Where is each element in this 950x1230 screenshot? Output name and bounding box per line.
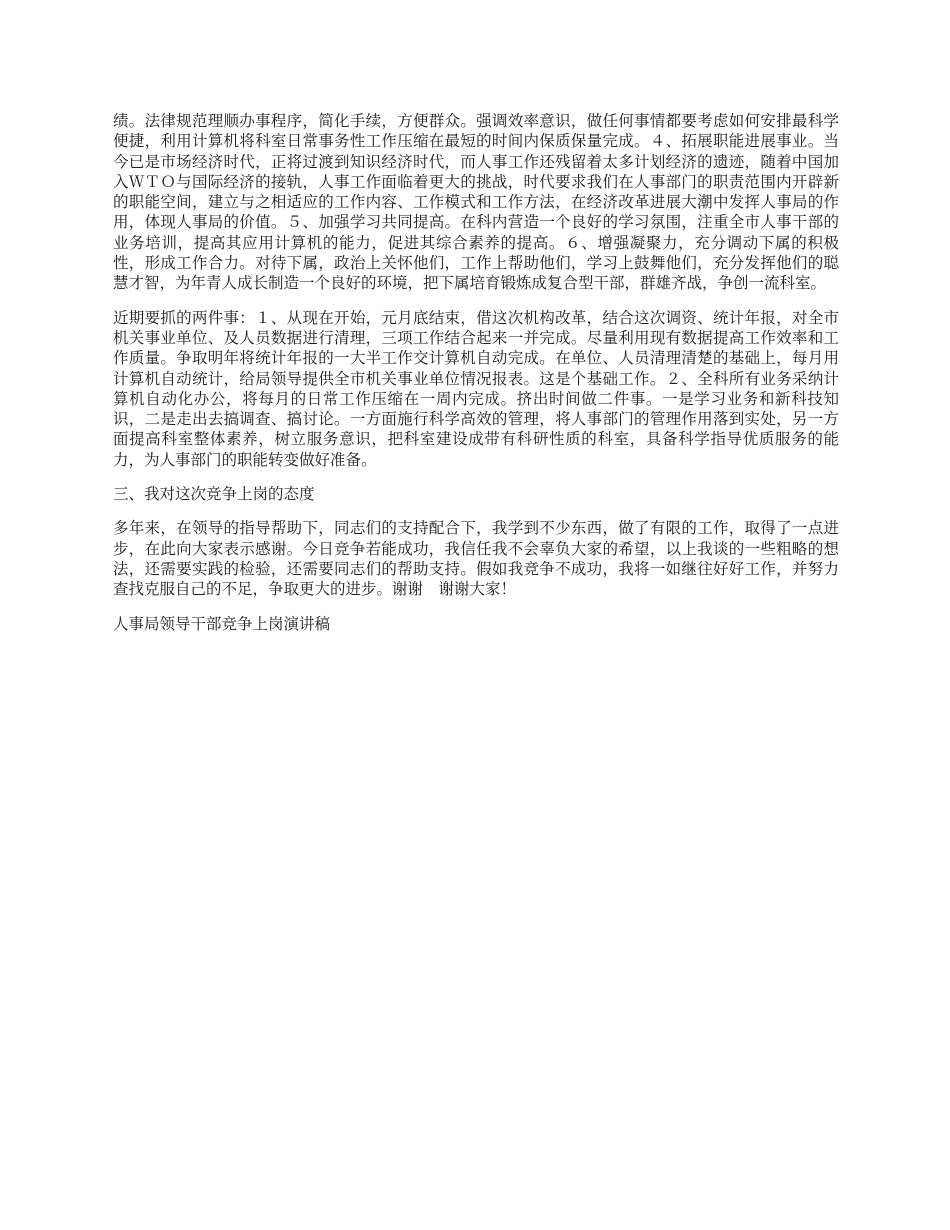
document-page [113, 111, 839, 648]
body-paragraph: 绩。法律规范理顺办事程序，简化手续，方便群众。强调效率意识，做任何事情都要考虑如何安排最科学便捷，利用计算机将科室日常事务性工作压缩在最短的时间内保质保量完成。４、拓展职能进展事业。当今已是市场经济时代，正将过渡到知识经济时代，而人事工作还残留着太多计划经济的遗迹，随着中国加入ＷＴＯ与国际经济的接轨，人事工作面临着更大的挑战，时代要求我们在人事部门的职责范围内开辟新的职能空间，建立与之相适应的工作内容、工作模式和工作方法，在经济改革进展大潮中发挥人事局的作用，体现人事局的价值。５、加强学习共同提高。在科内营造一个良好的学习氛围，注重全市人事干部的业务培训，提高其应用计算机的能力，促进其综合素养的提高。６、增强凝聚力，充分调动下属的积极性，形成工作合力。对待下属，政治上关怀他们，工作上帮助他们，学习上鼓舞他们，充分发挥他们的聪慧才智，为年青人成长制造一个良好的环境，把下属培育锻炼成复合型干部，群雄齐战，争创一流科室。 [113, 112, 839, 293]
body-paragraph: 近期要抓的两件事：１、从现在开始，元月底结束，借这次机构改革，结合这次调资、统计年报，对全市机关事业单位、及人员数据进行清理，三项工作结合起来一并完成。尽量利用现有数据提高工作效率和工作质量。争取明年将统计年报的一大半工作交计算机自动完成。在单位、人员清理清楚的基础上，每月用计算机自动统计，给局领导提供全市机关事业单位情况报表。这是个基础工作。２、全科所有业务采纳计算机自动化办公，将每月的日常工作压缩在一周内完成。挤出时间做二件事。一是学习业务和新科技知识，二是走出去搞调查、搞讨论。一方面施行科学高效的管理，将人事部门的管理作用落到实处，另一方面提高科室整体素养，树立服务意识，把科室建设成带有科研性质的科室，具备科学指导优质服务的能力，为人事部门的职能转变做好准备。 [113, 308, 839, 469]
section-heading: 三、我对这次竞争上岗的态度 [113, 485, 315, 504]
document-footer-title: 人事局领导干部竞争上岗演讲稿 [113, 614, 331, 633]
closing-paragraph: 多年来，在领导的指导帮助下，同志们的支持配合下，我学到不少东西，做了有限的工作，取得了一点进步，在此向大家表示感谢。今日竞争若能成功，我信任我不会辜负大家的希望，以上我谈的一些粗略的想法，还需要实践的检验，还需要同志们的帮助支持。假如我竞争不成功，我将一如继往好好工作，并努力查找克服自己的不足，争取更大的进步。谢谢 谢谢大家！ [113, 519, 839, 599]
